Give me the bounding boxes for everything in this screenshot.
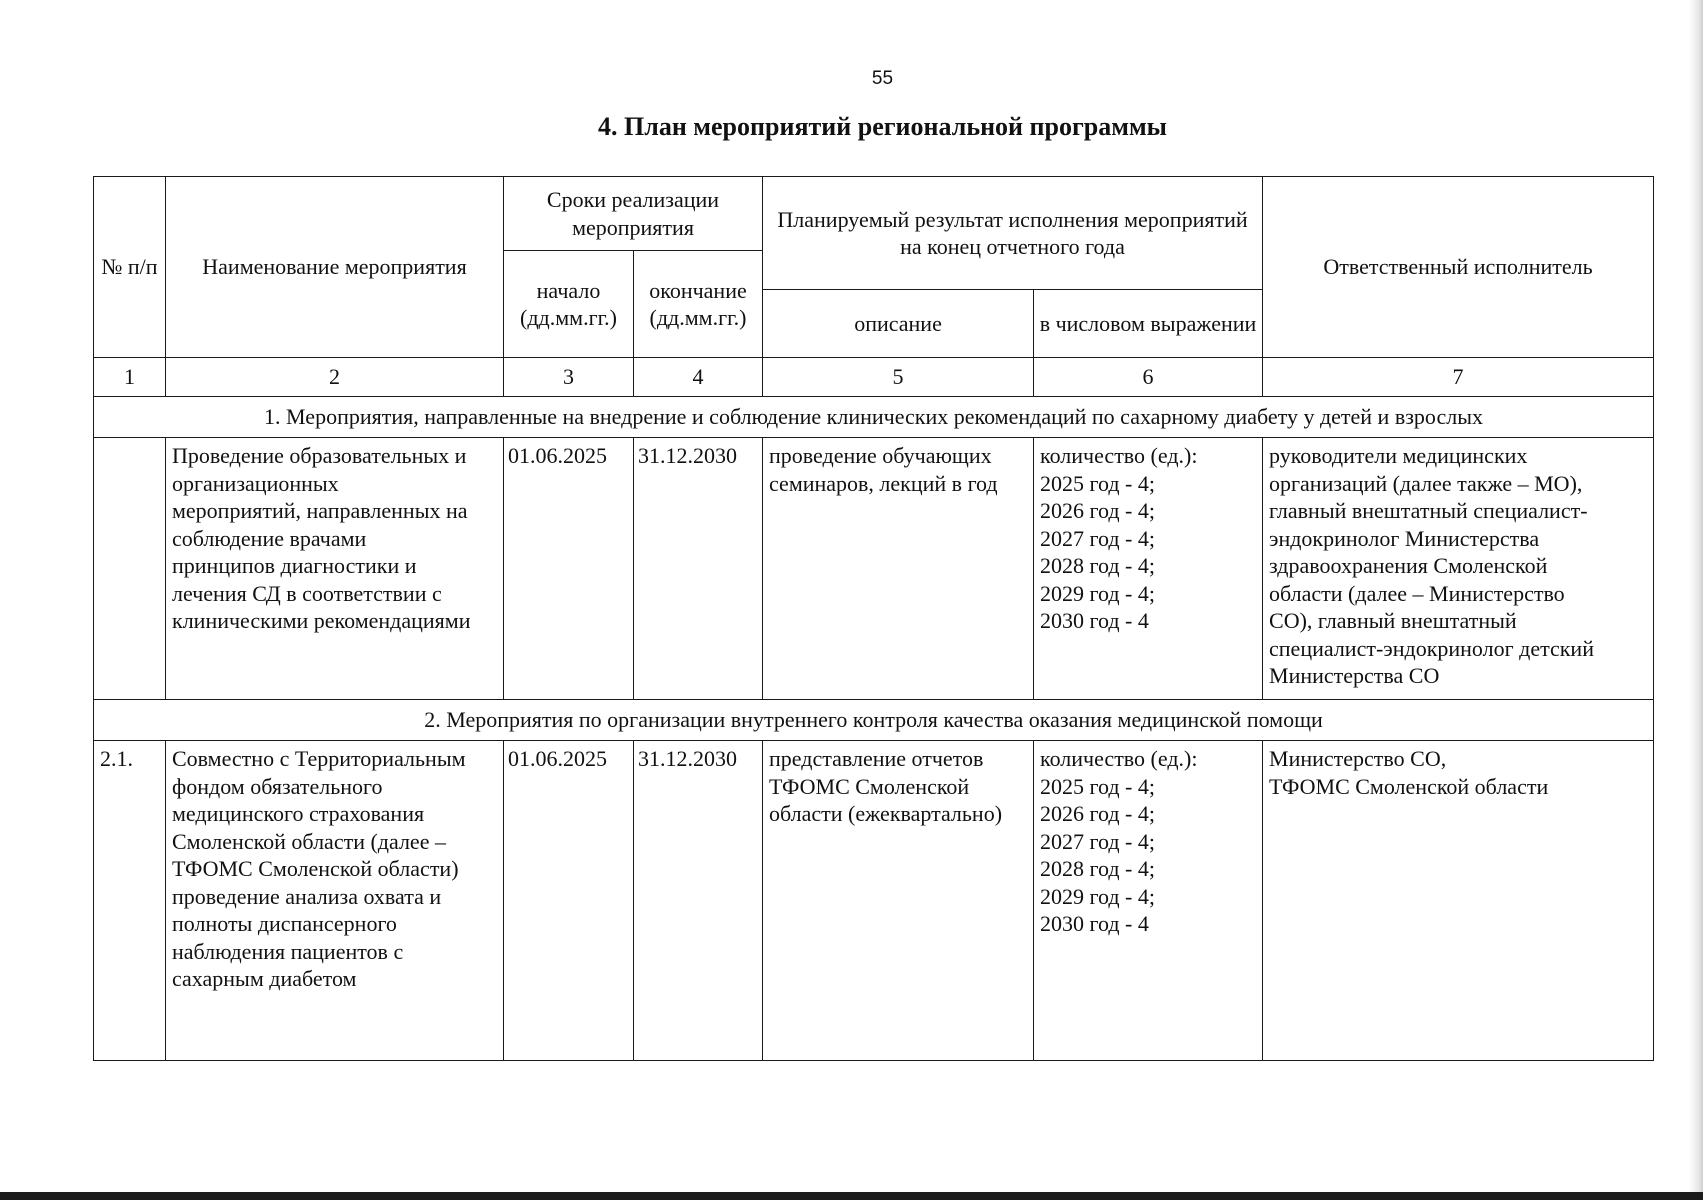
text-line: 2025 год - 4;	[1040, 773, 1155, 799]
activity-plan-table	[93, 176, 1654, 1061]
table-body	[94, 358, 1654, 1061]
text-line: главный внештатный специалист-	[1269, 498, 1588, 523]
column-number: 5	[763, 358, 1034, 397]
text-line: 2029 год - 4;	[1040, 883, 1155, 909]
column-number: 6	[1034, 358, 1263, 397]
column-number: 2	[166, 358, 504, 397]
text-line: проведение анализа охвата и	[172, 883, 442, 909]
scan-bottom-edge	[0, 1192, 1703, 1200]
text-line: 2027 год - 4;	[1040, 525, 1155, 551]
result-numeric-cell	[1034, 438, 1263, 700]
text-line: области (далее – Министерство	[1269, 580, 1565, 606]
text-line: области (ежеквартально)	[769, 801, 1003, 826]
document-title: 4. План мероприятий региональной программы	[598, 112, 1167, 141]
table-row	[94, 741, 1654, 1061]
text-line: эндокринолог Министерства	[1269, 525, 1540, 551]
section-header-row	[94, 397, 1654, 438]
section-header-row	[94, 700, 1654, 741]
column-number: 7	[1263, 358, 1654, 397]
text-line: здравоохранения Смоленской	[1269, 553, 1548, 578]
text-line: сахарным диабетом	[172, 966, 357, 991]
text-line: организационных	[172, 470, 339, 496]
table-header	[94, 177, 1654, 358]
text-line: полноты диспансерного	[172, 911, 397, 936]
header-num: № п/п	[94, 177, 166, 358]
text-line: 2028 год - 4;	[1040, 856, 1155, 881]
text-line: 2030 год - 4	[1040, 911, 1149, 936]
column-number: 3	[504, 358, 634, 397]
scan-edge-shadow	[1689, 0, 1703, 1200]
text-line: количество (ед.):	[1040, 443, 1198, 468]
text-line: фондом обязательного	[172, 773, 383, 799]
text-line: семинаров, лекций в год	[769, 470, 998, 496]
text-line: Смоленской области (далее –	[172, 828, 446, 854]
text-line: мероприятий, направленных на	[172, 498, 468, 523]
result-description-cell	[763, 438, 1034, 700]
end-date: 31.12.2030	[634, 438, 763, 700]
header-responsible: Ответственный исполнитель	[1263, 177, 1654, 358]
text-line: 2026 год - 4;	[1040, 801, 1155, 826]
result-numeric-cell	[1034, 741, 1263, 1061]
text-line: наблюдения пациентов с	[172, 938, 404, 964]
header-start: начало (дд.мм.гг.)	[504, 251, 634, 358]
header-end: окончание (дд.мм.гг.)	[634, 251, 763, 358]
text-line: Совместно с Территориальным	[172, 746, 466, 771]
text-line: лечения СД в соответствии с	[172, 580, 442, 606]
text-line: 2028 год - 4;	[1040, 553, 1155, 578]
text-line: 2026 год - 4;	[1040, 498, 1155, 523]
column-number: 1	[94, 358, 166, 397]
page-number: 55	[871, 68, 894, 89]
column-number: 4	[634, 358, 763, 397]
row-number	[94, 438, 166, 700]
result-description-cell	[763, 741, 1034, 1061]
text-line: ТФОМС Смоленской области)	[172, 856, 459, 881]
section-title: 1. Мероприятия, направленные на внедрение и соблюдение клинических рекомендаций по сахарному диабету у детей и взрослых	[94, 397, 1654, 438]
activity-name-cell	[166, 741, 504, 1061]
responsible-cell	[1263, 438, 1654, 700]
text-line: СО), главный внештатный	[1269, 608, 1517, 633]
text-line: 2030 год - 4	[1040, 608, 1149, 633]
text-line: 2027 год - 4;	[1040, 828, 1155, 854]
text-line: представление отчетов	[769, 746, 984, 771]
header-description: описание	[763, 290, 1034, 358]
start-date: 01.06.2025	[504, 438, 634, 700]
text-line: количество (ед.):	[1040, 746, 1198, 771]
text-line: организаций (далее также – МО),	[1269, 470, 1583, 496]
header-name: Наименование мероприятия	[166, 177, 504, 358]
header-terms-group: Сроки реализации мероприятия	[504, 177, 763, 251]
column-numbers-row	[94, 358, 1654, 397]
text-line: ТФОМС Смоленской области	[1269, 773, 1549, 799]
header-numeric: в числовом выражении	[1034, 290, 1263, 358]
table-row	[94, 438, 1654, 700]
text-line: 2025 год - 4;	[1040, 470, 1155, 496]
end-date: 31.12.2030	[634, 741, 763, 1061]
text-line: 2029 год - 4;	[1040, 580, 1155, 606]
text-line: соблюдение врачами	[172, 525, 367, 551]
section-title: 2. Мероприятия по организации внутреннего контроля качества оказания медицинской помощи	[94, 700, 1654, 741]
text-line: проведение обучающих	[769, 443, 992, 468]
text-line: специалист-эндокринолог детский	[1269, 635, 1594, 661]
header-result-group: Планируемый результат исполнения мероприятий на конец отчетного года	[763, 177, 1263, 290]
row-number: 2.1.	[94, 741, 166, 1061]
responsible-cell	[1263, 741, 1654, 1061]
text-line: руководители медицинских	[1269, 443, 1528, 468]
text-line: Министерство СО,	[1269, 746, 1447, 771]
start-date: 01.06.2025	[504, 741, 634, 1061]
text-line: медицинского страхования	[172, 801, 425, 826]
text-line: Проведение образовательных и	[172, 443, 467, 468]
text-line: принципов диагностики и	[172, 553, 417, 578]
text-line: клиническими рекомендациями	[172, 608, 471, 633]
text-line: ТФОМС Смоленской	[769, 773, 970, 799]
text-line: Министерства СО	[1269, 663, 1440, 688]
activity-name-cell	[166, 438, 504, 700]
